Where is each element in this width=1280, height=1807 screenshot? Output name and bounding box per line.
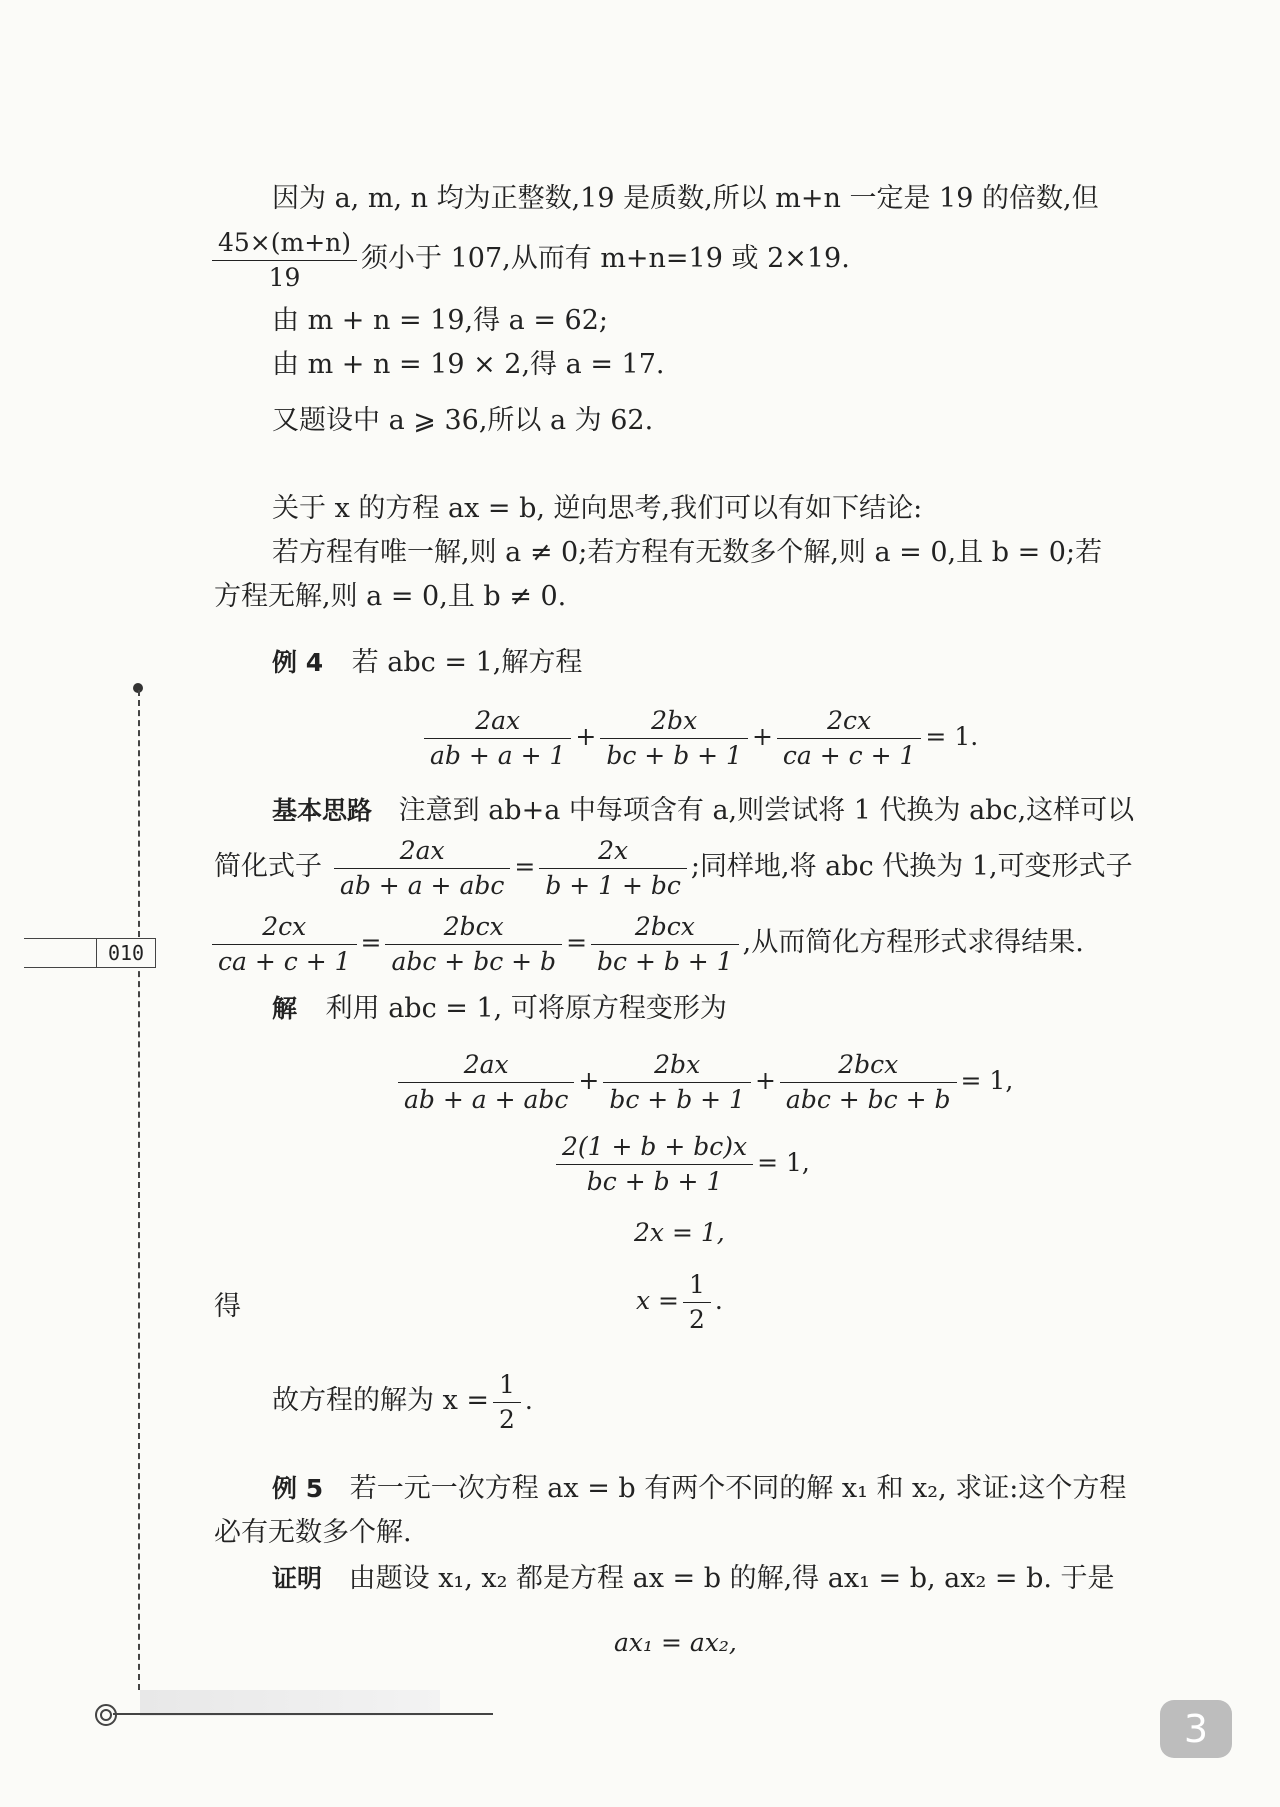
footer-ring-inner-icon — [100, 1709, 112, 1721]
p2-line2: 若方程有唯一解,则 a ≠ 0;若方程有无数多个解,则 a = 0,且 b = 0;若 — [272, 537, 1103, 568]
idea-line1: 基本思路 注意到 ab+a 中每项含有 a,则尝试将 1 代换为 abc,这样可以 — [272, 795, 1135, 826]
ex5-line2: 必有无数多个解. — [214, 1517, 412, 1548]
ex4-equation: $\frac{2ax}{ab + a + 1}$ + $\frac{2bx}{bc + b + 1}$ + $\frac{2cx}{ca + c + 1}$ = 1. — [420, 706, 978, 771]
proof-label: 证明 — [272, 1564, 323, 1593]
solution-step4: x = $\frac{1}{2}$ . — [636, 1270, 723, 1334]
idea-line2: 简化式子 $\frac{2ax}{\text{ab + a + abc}}$ = $\frac{2x}{b + 1 + bc}$ ;同样地,将 abc 代换为 1,可变形式子 — [214, 836, 1133, 900]
p1-fraction: $\frac{45\times(m+n)}{19}$ — [212, 228, 357, 293]
p1-line3: 由 m + n = 19,得 a = 62; — [272, 305, 609, 336]
p1-line4: 由 m + n = 19 × 2,得 a = 17. — [272, 349, 665, 380]
proof-line: 证明 由题设 x₁, x₂ 都是方程 ax = b 的解,得 ax₁ = b, ax₂ = b. 于是 — [272, 1563, 1115, 1594]
margin-dashed-line — [138, 690, 140, 1690]
solution-step2: $\frac{2(1 + b + bc)x}{bc + b + 1}$ = 1, — [552, 1132, 810, 1197]
page-badge: 3 — [1160, 1700, 1232, 1758]
ex5-label: 例 5 — [272, 1474, 324, 1503]
solution-line: 解 利用 abc = 1, 可将原方程变形为 — [272, 993, 727, 1024]
solution-de: 得 — [214, 1291, 241, 1322]
footer-rule — [113, 1713, 493, 1715]
ex5-line1: 例 5 若一元一次方程 ax = b 有两个不同的解 x₁ 和 x₂, 求证:这个方程 — [272, 1473, 1127, 1504]
p2-line1: 关于 x 的方程 ax = b, 逆向思考,我们可以有如下结论: — [272, 493, 923, 524]
ex4-label: 例 4 — [272, 648, 324, 677]
p1-line2: $\frac{45\times(m+n)}{19}$ 须小于 107,从而有 m+n=19 或 2×19. — [212, 228, 850, 293]
solution-label: 解 — [272, 994, 298, 1023]
idea-label: 基本思路 — [272, 796, 373, 825]
solution-step3: 2x = 1, — [634, 1218, 725, 1247]
idea-line3: $\frac{2cx}{ca + c + 1}$ = $\frac{\text{2bcx}}{\text{abc + bc + b}}$ = $\frac{\text{2bcx}}{bc + b + 1}$ ,从而简化方程形式求得结果. — [212, 912, 1084, 977]
proof-last-equation: ax₁ = ax₂, — [614, 1628, 737, 1657]
conclusion-line: 故方程的解为 x = $\frac{1}{2}$ . — [272, 1370, 533, 1434]
p1-line1: 因为 a, m, n 均为正整数,19 是质数,所以 m+n 一定是 19 的倍数,但 — [272, 183, 1099, 214]
p1-line5: 又题设中 a ⩾ 36,所以 a 为 62. — [272, 405, 654, 436]
page-number: 010 — [96, 938, 156, 968]
p2-line3: 方程无解,则 a = 0,且 b ≠ 0. — [214, 581, 567, 612]
ex4-heading: 例 4 若 abc = 1,解方程 — [272, 647, 583, 678]
solution-step1: $\frac{2ax}{\text{ab + a + abc}}$ + $\frac{2bx}{bc + b + 1}$ + $\frac{\text{2bcx}}{\text{abc + bc + b}}$ = 1, — [394, 1050, 1013, 1115]
